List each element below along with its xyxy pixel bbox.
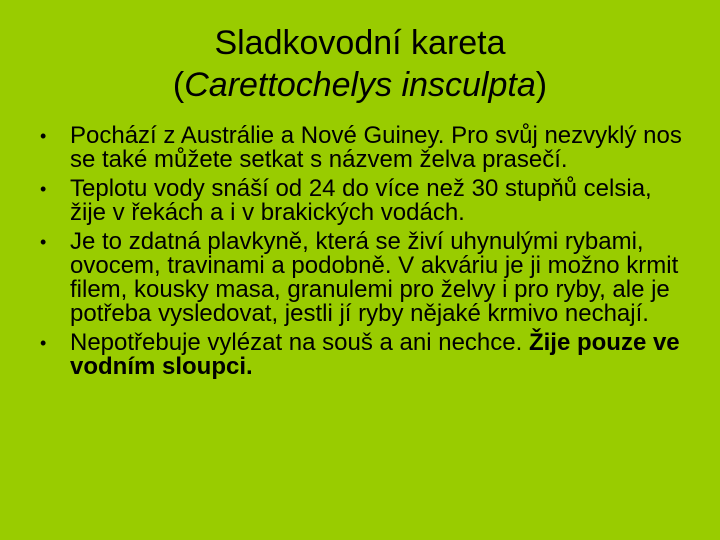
bullet-point-icon: • bbox=[40, 126, 47, 146]
title-latin-name: Carettochelys insculpta bbox=[184, 66, 536, 104]
slide-title bbox=[40, 22, 680, 106]
bullet-item bbox=[40, 124, 690, 172]
bullet-point-icon: • bbox=[40, 179, 47, 199]
bullet-bold-text: Žije pouze ve vodním sloupci. bbox=[70, 329, 680, 380]
bullet-text: Je to zdatná plavkyně, která se živí uhynulými rybami, ovocem, travinami a podobně. V akváriu je ji možno krmit filem, kousky masa, granulemi pro želvy i pro ryby, ale je potřeba vysledovat, jestli jí ryby nějaké krmivo nechají. bbox=[70, 228, 679, 327]
bullet-item bbox=[40, 331, 690, 379]
bullet-text: Teplotu vody snáší od 24 do více než 30 stupňů celsia, žije v řekách a i v brakických vodách. bbox=[70, 175, 652, 226]
bullet-point-icon: • bbox=[40, 232, 47, 252]
title-open-paren: ( bbox=[172, 66, 185, 104]
bullet-text: Pochází z Austrálie a Nové Guiney. Pro svůj nezvyklý nos se také můžete setkat s názvem želva prasečí. bbox=[70, 122, 682, 173]
bullet-text: Nepotřebuje vylézat na souš a ani nechce. bbox=[70, 329, 529, 356]
title-close-paren: ) bbox=[535, 66, 548, 104]
bullet-point-icon: • bbox=[40, 333, 47, 353]
bullet-list bbox=[40, 124, 690, 384]
bullet-item bbox=[40, 230, 690, 326]
title-common-name: Sladkovodní kareta bbox=[214, 24, 506, 62]
bullet-item bbox=[40, 177, 690, 225]
